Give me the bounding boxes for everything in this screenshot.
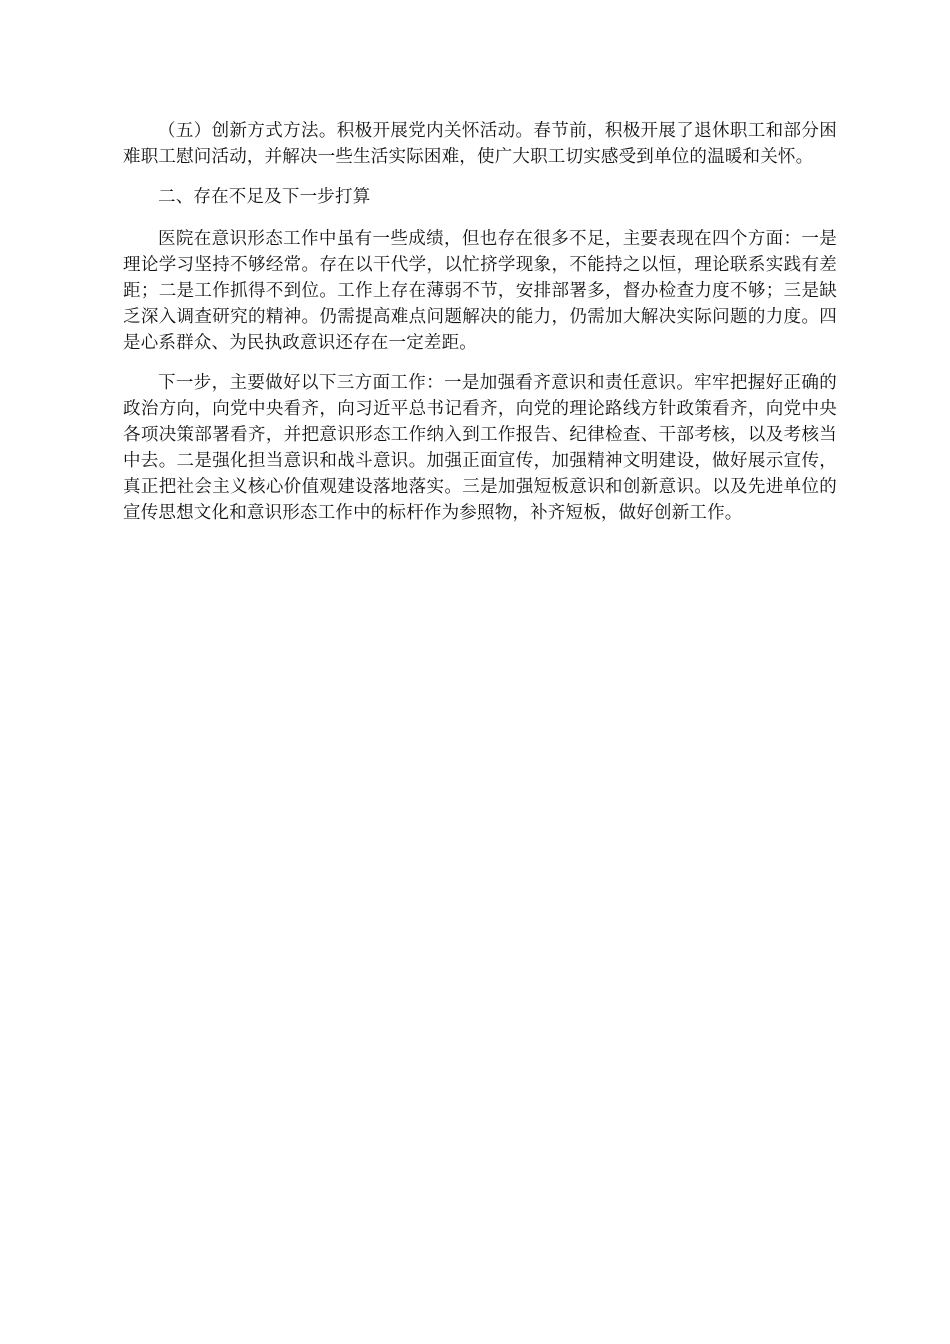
section-heading-shortcomings: 二、存在不足及下一步打算 — [158, 187, 371, 207]
document-body — [123, 118, 837, 540]
paragraph-shortcomings: 医院在意识形态工作中虽有一些成绩，但也存在很多不足，主要表现在四个方面：一是理论学习坚持不够经常。存在以干代学，以忙挤学现象，不能持之以恒，理论联系实践有差距；二是工作抓得不到位。工作上存在薄弱不节，安排部署多，督办检查力度不够；三是缺乏深入调查研究的精神。仍需提高难点问题解决的能力，仍需加大解决实际问题的力度。四是心系群众、为民执政意识还存在一定差距。 — [123, 229, 837, 353]
paragraph-innovation-methods: （五）创新方式方法。积极开展党内关怀活动。春节前，积极开展了退休职工和部分困难职工慰问活动，并解决一些生活实际困难，使广大职工切实感受到单位的温暖和关怀。 — [123, 121, 837, 167]
paragraph-next-steps: 下一步，主要做好以下三方面工作：一是加强看齐意识和责任意识。牢牢把握好正确的政治方向，向党中央看齐，向习近平总书记看齐，向党的理论路线方针政策看齐，向党中央各项决策部署看齐，并把意识形态工作纳入到工作报告、纪律检查、干部考核，以及考核当中去。二是强化担当意识和战斗意识。加强正面宣传，加强精神文明建设，做好展示宣传，真正把社会主义核心价值观建设落地落实。三是加强短板意识和创新意识。以及先进单位的宣传思想文化和意识形态工作中的标杆作为参照物，补齐短板，做好创新工作。 — [123, 373, 837, 523]
